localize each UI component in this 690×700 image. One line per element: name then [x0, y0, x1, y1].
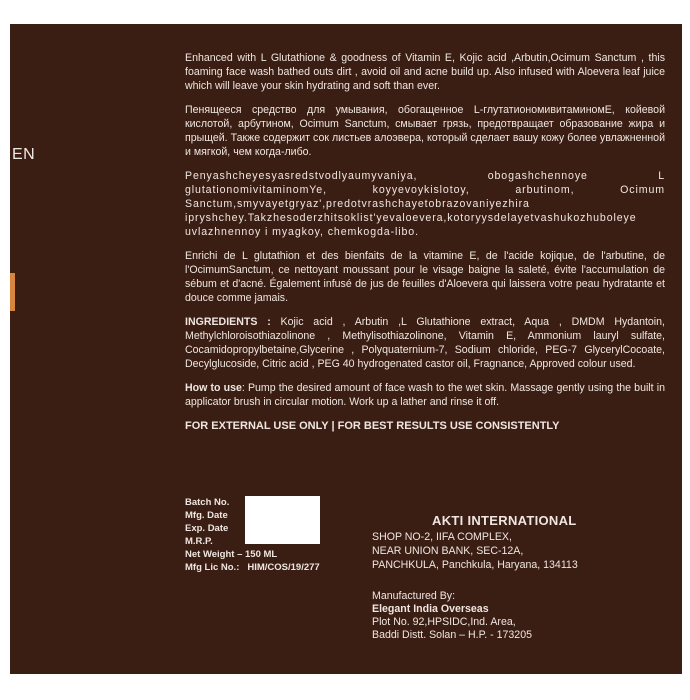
mfg-date: Mfg. Date	[185, 510, 228, 521]
manufacturer-name: Elegant India Overseas	[372, 603, 489, 615]
batch-no: Batch No.	[185, 497, 230, 508]
mfg-license	[185, 561, 320, 574]
description-fr: Enrichi de L glutathion et des bienfaits de la vitamine E, de l'acide kojique, de l'arbutine, de l'OcimumSanctum, ce nettoyant moussant pour le visage baigne la saleté, évite l'accumulation de sébum et d'acné. Également infusé de jus de feuilles d'Aloevera qui laissera votre peau hydratante et douce comme jamais.	[185, 250, 665, 304]
usage-notice: FOR EXTERNAL USE ONLY | FOR BEST RESULTS USE CONSISTENTLY	[185, 420, 560, 432]
label-panel	[10, 24, 682, 674]
manufacturer-line-2: Baddi Distt. Solan – H.P. - 173205	[372, 629, 532, 641]
how-to-use-text: : Pump the desired amount of face wash to the wet skin. Massage gently using the built in applicator brush in circular motion. Work up a lather and rinse it off.	[185, 382, 665, 408]
exp-date: Exp. Date	[185, 523, 229, 534]
description-ru: Пенящееся средство для умывания, обогащенное L-глутатиономивитаминомЕ, койевой кислотой, арбутином, Ocimum Sanctum, смывает грязь, предотвращает образование жира и прыщей. Также содержит сок листьев алоэвера, который сделает вашу кожу более увлажненной и мягкой, чем когда-либо.	[185, 104, 665, 158]
ingredients-text: Kojic acid , Arbutin ,L Glutathione extract, Aqua , DMDM Hydantoin, Methylchloroisothiazolinone , Methylisothiazolinone, Vitamin E, Ammonium lauryl sulfate, Cocamidopropylbetaine,Glycerine , Polyquaternium-7, Sodium chloride, PEG-7 GlycerylCocoate, Decylglucoside, Citric acid , PEG 40 hydrogenated castor oil, Fragnance, Approved colour used.	[185, 316, 665, 370]
manufacturer-line-1: Plot No. 92,HPSIDC,Ind. Area,	[372, 616, 516, 628]
marketer-company: AKTI INTERNATIONAL	[432, 513, 577, 528]
side-accent-strip	[10, 273, 15, 311]
how-to-use-block	[185, 381, 665, 409]
marketer-line-1: SHOP NO-2, IIFA COMPLEX,	[372, 531, 512, 543]
manufacturer-label: Manufactured By:	[372, 590, 456, 602]
mfg-license-label: Mfg Lic No.:	[185, 562, 240, 573]
manufacturer-address	[372, 590, 532, 642]
marketer-line-2: NEAR UNION BANK, SEC-12A,	[372, 545, 524, 557]
ingredients-block	[185, 315, 665, 371]
product-copy	[185, 51, 665, 433]
ingredients-label: INGREDIENTS :	[185, 316, 271, 328]
language-label: EN	[12, 146, 36, 163]
marketer-line-3: PANCHKULA, Panchkula, Haryana, 134113	[372, 559, 578, 571]
mrp: M.R.P.	[185, 536, 213, 547]
marketer-address	[372, 514, 578, 572]
description-transliteration: Penyashcheyesyasredstvodlyaumyvaniya, obogashchennoye L glutationomivitaminomYe, koyyevoykislotoy, arbutinom, Ocimum Sanctum,smyvayetgryaz',predotvrashchayetobrazovaniyezhira ipryshchey.Takzhesoderzhitsoklist'yevaloevera,kotoryysdelayetvashukozhuboleye uvlazhnennoy i myagkoy, chemkogda-libo.	[185, 170, 665, 238]
net-weight: Net Weight – 150 ML	[185, 549, 278, 560]
how-to-use-label: How to use	[185, 382, 242, 394]
batch-print-box	[245, 496, 320, 544]
mfg-license-value: HIM/COS/19/277	[247, 562, 320, 573]
description-en: Enhanced with L Glutathione & goodness of Vitamin E, Kojic acid ,Arbutin,Ocimum Sanctum , this foaming face wash bathed outs dirt , avoid oil and acne build up. Also infused with Aloevera leaf juice which will leave your skin hydrating and soft than ever.	[185, 52, 665, 92]
